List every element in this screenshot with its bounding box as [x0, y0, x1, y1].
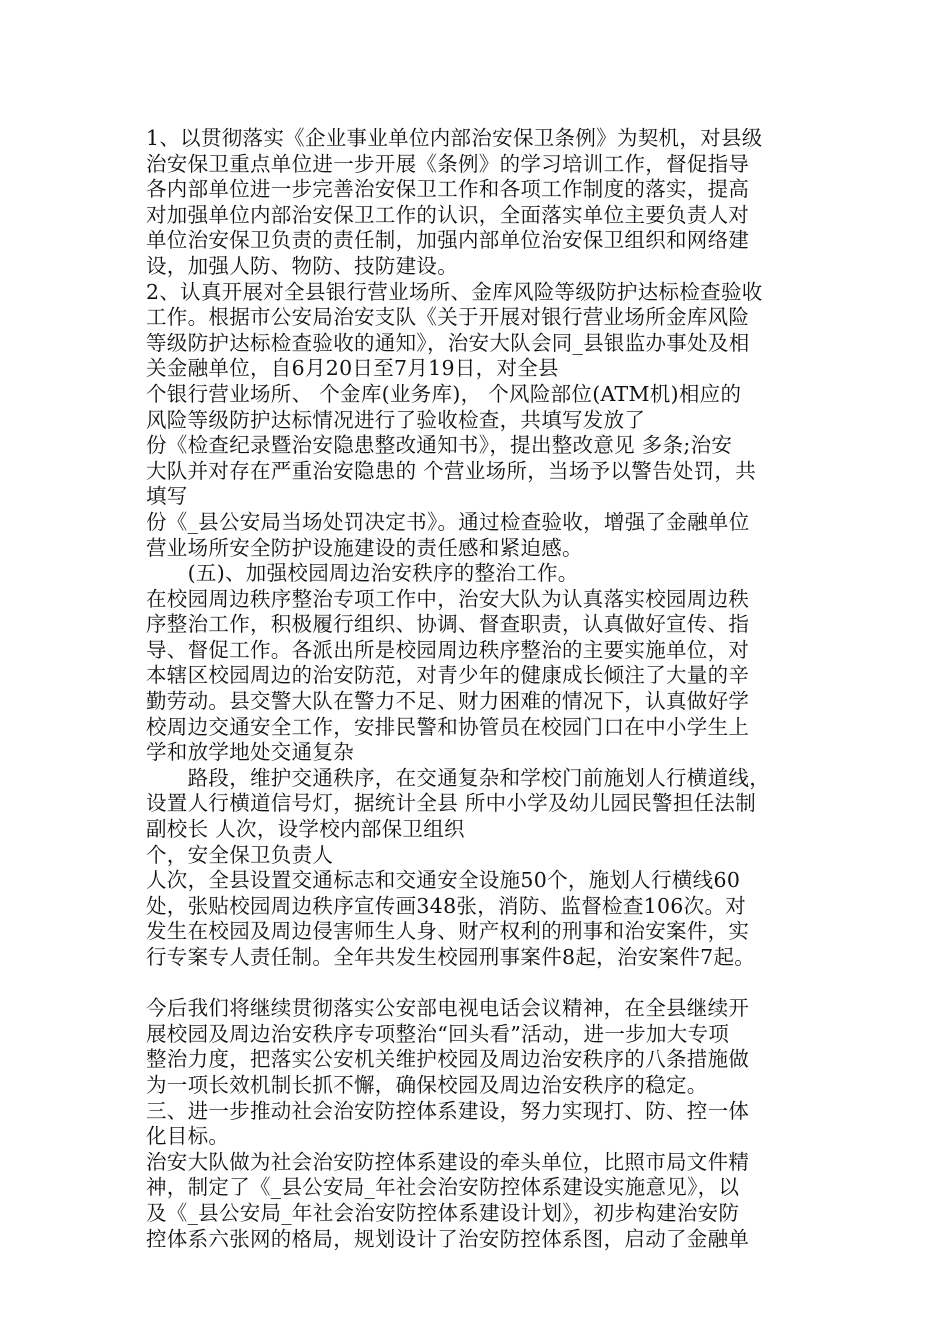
text-line: 人次，全县设置交通标志和交通安全设施50个，施划人行横线60: [146, 868, 741, 893]
text-line: 治安保卫重点单位进一步开展《条例》的学习培训工作，督促指导: [146, 151, 750, 176]
text-line: 填写: [146, 484, 188, 509]
text-line: 为一项长效机制长抓不懈，确保校园及周边治安秩序的稳定。: [146, 1072, 708, 1097]
text-line: (五)、加强校园周边治安秩序的整治工作。: [146, 561, 579, 586]
text-line: 份《_县公安局当场处罚决定书》。通过检查验收，增强了金融单位: [146, 509, 750, 534]
text-line: 对加强单位内部治安保卫工作的认识，全面落实单位主要负责人对: [146, 202, 750, 227]
document-body: [146, 126, 826, 1252]
text-line: 序整治工作，积极履行组织、协调、督查职责，认真做好宣传、指: [146, 612, 750, 637]
text-line: 神，制定了《_县公安局_年社会治安防控体系建设实施意见》，以: [146, 1175, 740, 1200]
text-line: 学和放学地处交通复杂: [146, 740, 354, 765]
text-line: 导、督促工作。各派出所是校园周边秩序整治的主要实施单位，对: [146, 637, 750, 662]
text-line: 三、进一步推动社会治安防控体系建设，努力实现打、防、控一体: [146, 1098, 750, 1123]
text-line: 本辖区校园周边的治安防范，对青少年的健康成长倾注了大量的辛: [146, 663, 750, 688]
text-line: 各内部单位进一步完善治安保卫工作和各项工作制度的落实，提高: [146, 177, 750, 202]
text-line: 单位治安保卫负责的责任制，加强内部单位治安保卫组织和网络建: [146, 228, 750, 253]
text-line: 行专案专人责任制。全年共发生校园刑事案件8起，治安案件7起。: [146, 945, 756, 969]
text-line: 在校园周边秩序整治专项工作中，治安大队为认真落实校园周边秩: [146, 586, 750, 611]
text-line: 今后我们将继续贯彻落实公安部电视电话会议精神，在全县继续开: [146, 996, 750, 1021]
blank-line: [146, 971, 826, 997]
text-line: 发生在校园及周边侵害师生人身、财产权利的刑事和治安案件，实: [146, 919, 750, 944]
text-line: 设，加强人防、物防、技防建设。: [146, 253, 458, 278]
text-line: 展校园及周边治安秩序专项整治“回头看”活动，进一步加大专项: [146, 1021, 730, 1046]
text-line: 副校长 人次，设学校内部保卫组织: [146, 817, 465, 842]
text-line: 关金融单位，自6月20日至7月19日，对全县: [146, 356, 559, 381]
text-line: 路段，维护交通秩序，在交通复杂和学校门前施划人行横道线，: [146, 765, 770, 790]
text-line: 处，张贴校园周边秩序宣传画348张，消防、监督检查106次。对: [146, 893, 747, 918]
text-line: 1、以贯彻落实《企业事业单位内部治安保卫条例》为契机，对县级: [146, 126, 763, 150]
text-line: 营业场所安全防护设施建设的责任感和紧迫感。: [146, 535, 583, 560]
text-line: 工作。根据市公安局治安支队《关于开展对银行营业场所金库风险: [146, 305, 750, 330]
text-line: 控体系六张网的格局，规划设计了治安防控体系图，启动了金融单: [146, 1226, 750, 1251]
text-line: 设置人行横道信号灯，据统计全县 所中小学及幼儿园民警担任法制: [146, 791, 757, 816]
text-line: 勤劳动。县交警大队在警力不足、财力困难的情况下，认真做好学: [146, 689, 750, 714]
text-line: 及《_县公安局_年社会治安防控体系建设计划》，初步构建治安防: [146, 1200, 740, 1225]
text-line: 风险等级防护达标情况进行了验收检查，共填写发放了: [146, 407, 646, 432]
text-line: 治安大队做为社会治安防控体系建设的牵头单位，比照市局文件精: [146, 1149, 750, 1174]
text-line: 个，安全保卫负责人: [146, 842, 334, 867]
text-line: 个银行营业场所、 个金库(业务库)， 个风险部位(ATM机)相应的: [146, 381, 742, 406]
text-line: 校周边交通安全工作，安排民警和协管员在校园门口在中小学生上: [146, 714, 750, 739]
text-line: 整治力度，把落实公安机关维护校园及周边治安秩序的八条措施做: [146, 1047, 750, 1072]
text-line: 化目标。: [146, 1124, 230, 1149]
text-line: 大队并对存在严重治安隐患的 个营业场所，当场予以警告处罚，共: [146, 458, 757, 483]
text-line: 份《检查纪录暨治安隐患整改通知书》，提出整改意见 多条;治安: [146, 433, 733, 458]
text-line: 2、认真开展对全县银行营业场所、金库风险等级防护达标检查验收: [146, 279, 763, 304]
text-line: 等级防护达标检查验收的通知》，治安大队会同_县银监办事处及相: [146, 330, 750, 355]
